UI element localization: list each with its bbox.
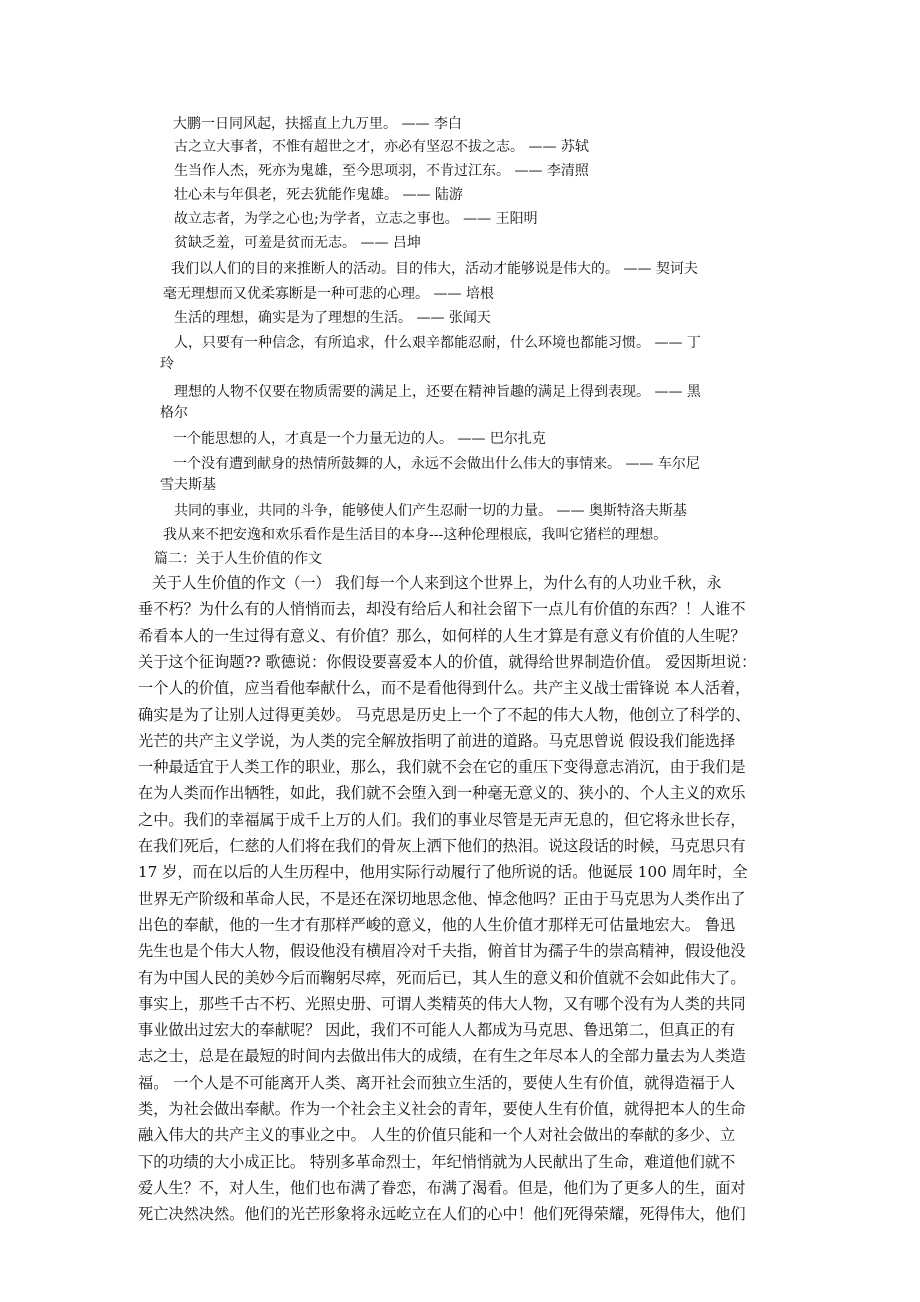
quote-line: 贫缺乏羞，可羞是贫而无志。 —— 吕坤 [174, 235, 421, 251]
quote-line: 我们以人们的目的来推断人的活动。目的伟大，活动才能够说是伟大的。 —— 契诃夫 [171, 261, 698, 277]
essay-line: 下的功绩的大小成正比。 特别多革命烈士，年纪悄悄就为人民献出了生命，难道他们就不 [138, 1152, 736, 1171]
essay-line: 在我们死后，仁慈的人们将在我们的骨灰上洒下他们的热泪。说这段话的时候，马克思只有 [138, 837, 746, 855]
essay-line: 事业做出过宏大的奉献呢？ 因此，我们不可能人人都成为马克思、鲁迅第二，但真正的有 [138, 1021, 736, 1040]
essay-line: 垂不朽？为什么有的人悄悄而去，却没有给后人和社会留下一点儿有价值的东西？！人谁不 [138, 600, 746, 619]
section-heading: 篇二：关于人生价值的作文 [154, 551, 322, 567]
essay-line: 光芒的共产主义学说，为人类的完全解放指明了前进的道路。马克思曾说 假设我们能选择 [138, 731, 736, 750]
essay-line: 世界无产阶级和革命人民，不是还在深切地思念他、悼念他吗？正由于马克思为人类作出了 [138, 889, 746, 908]
essay-line: 一种最适宜于人类工作的职业，那么，我们就不会在它的重压下变得意志消沉，由于我们是 [138, 758, 746, 777]
quote-line: 人，只要有一种信念，有所追求，什么艰辛都能忍耐，什么环境也都能习惯。 —— 丁 [174, 335, 701, 351]
quote-line: 古之立大事者，不惟有超世之才，亦必有坚忍不拔之志。 —— 苏轼 [174, 139, 589, 155]
quote-line: 大鹏一日同风起，扶摇直上九万里。 —— 李白 [173, 116, 462, 132]
quote-line: 理想的人物不仅要在物质需要的满足上，还要在精神旨趣的满足上得到表现。 —— 黑 [174, 384, 701, 400]
quote-line: 生当作人杰，死亦为鬼雄，至今思项羽，不肯过江东。 —— 李清照 [174, 163, 589, 179]
essay-line: 志之士，总是在最短的时间内去做出伟大的成绩，在有生之年尽本人的全部力量去为人类造 [138, 1047, 746, 1066]
essay-line: 出色的奉献，他的一生才有那样严峻的意义，他的人生价值才那样无可估量地宏大。 鲁迅 [138, 915, 736, 934]
quote-continuation: 雪夫斯基 [160, 477, 216, 493]
essay-line: 融入伟大的共产主义的事业之中。 人生的价值只能和一个人对社会做出的奉献的多少、立 [138, 1126, 736, 1145]
quote-line: 一个能思想的人，才真是一个力量无边的人。 —— 巴尔扎克 [173, 431, 546, 447]
quote-line: 共同的事业，共同的斗争，能够使人们产生忍耐一切的力量。 —— 奥斯特洛夫斯基 [174, 503, 687, 519]
essay-line: 爱人生？不，对人生，他们也布满了眷恋，布满了渴看。但是，他们为了更多人的生，面对 [138, 1178, 746, 1197]
quote-line: 生活的理想，确实是为了理想的生活。 —— 张闻天 [174, 310, 491, 326]
essay-line: 17 岁，而在以后的人生历程中，他用实际行动履行了他所说的话。他诞辰 100 周年时，全 [138, 863, 748, 882]
essay-line: 死亡决然决然。他们的光芒形象将永远屹立在人们的心中！他们死得荣耀，死得伟大，他们 [138, 1205, 746, 1224]
quote-line: 毫无理想而又优柔寡断是一种可悲的心理。 —— 培根 [163, 286, 494, 302]
essay-line: 关于人生价值的作文（一） 我们每一个人来到这个世界上，为什么有的人功业千秋，永 [152, 574, 722, 592]
quote-continuation: 格尔 [160, 405, 188, 421]
quote-continuation: 玲 [160, 356, 174, 372]
essay-line: 事实上，那些千古不朽、光照史册、可谓人类精英的伟大人物，又有哪个没有为人类的共同 [138, 994, 746, 1013]
essay-line: 关于这个征询题?? 歌德说：你假设要喜爱本人的价值，就得给世界制造价值。 爱因斯坦说： [138, 652, 757, 671]
essay-line: 福。 一个人是不可能离开人类、离开社会而独立生活的，要使人生有价值，就得造福于人 [138, 1073, 736, 1092]
quote-line: 壮心未与年俱老，死去犹能作鬼雄。 —— 陆游 [174, 187, 463, 203]
essay-line: 之中。我们的幸福属于成千上万的人们。我们的事业尽管是无声无息的，但它将永世长存， [138, 810, 746, 829]
essay-line: 在为人类而作出牺牲，如此，我们就不会堕入到一种毫无意义的、狭小的、个人主义的欢乐 [138, 784, 746, 803]
quote-line: 故立志者，为学之心也;为学者，立志之事也。 —— 王阳明 [174, 211, 538, 227]
essay-line: 确实是为了让别人过得更美妙。 马克思是历史上一个了不起的伟大人物，他创立了科学的、 [138, 705, 751, 724]
essay-line: 一个人的价值，应当看他奉献什么，而不是看他得到什么。共产主义战士雷锋说 本人活着， [138, 679, 751, 698]
essay-line: 类，为社会做出奉献。作为一个社会主义社会的青年，要使人生有价值，就得把本人的生命 [138, 1100, 746, 1118]
quote-line: 我从来不把安逸和欢乐看作是生活目的本身---这种伦理根底，我叫它猪栏的理想。 [163, 527, 668, 543]
essay-line: 有为中国人民的美妙今后而鞠躬尽瘁，死而后已，其人生的意义和价值就不会如此伟大了。 [138, 968, 746, 987]
essay-line: 希看本人的一生过得有意义、有价值？那么，如何样的人生才算是有意义有价值的人生呢？ [138, 626, 746, 645]
quote-line: 一个没有遭到献身的热情所鼓舞的人，永远不会做出什么伟大的事情来。 —— 车尔尼 [173, 456, 700, 472]
essay-line: 先生也是个伟大人物，假设他没有横眉冷对千夫指，俯首甘为孺子牛的崇高精神，假设他没 [138, 942, 746, 961]
